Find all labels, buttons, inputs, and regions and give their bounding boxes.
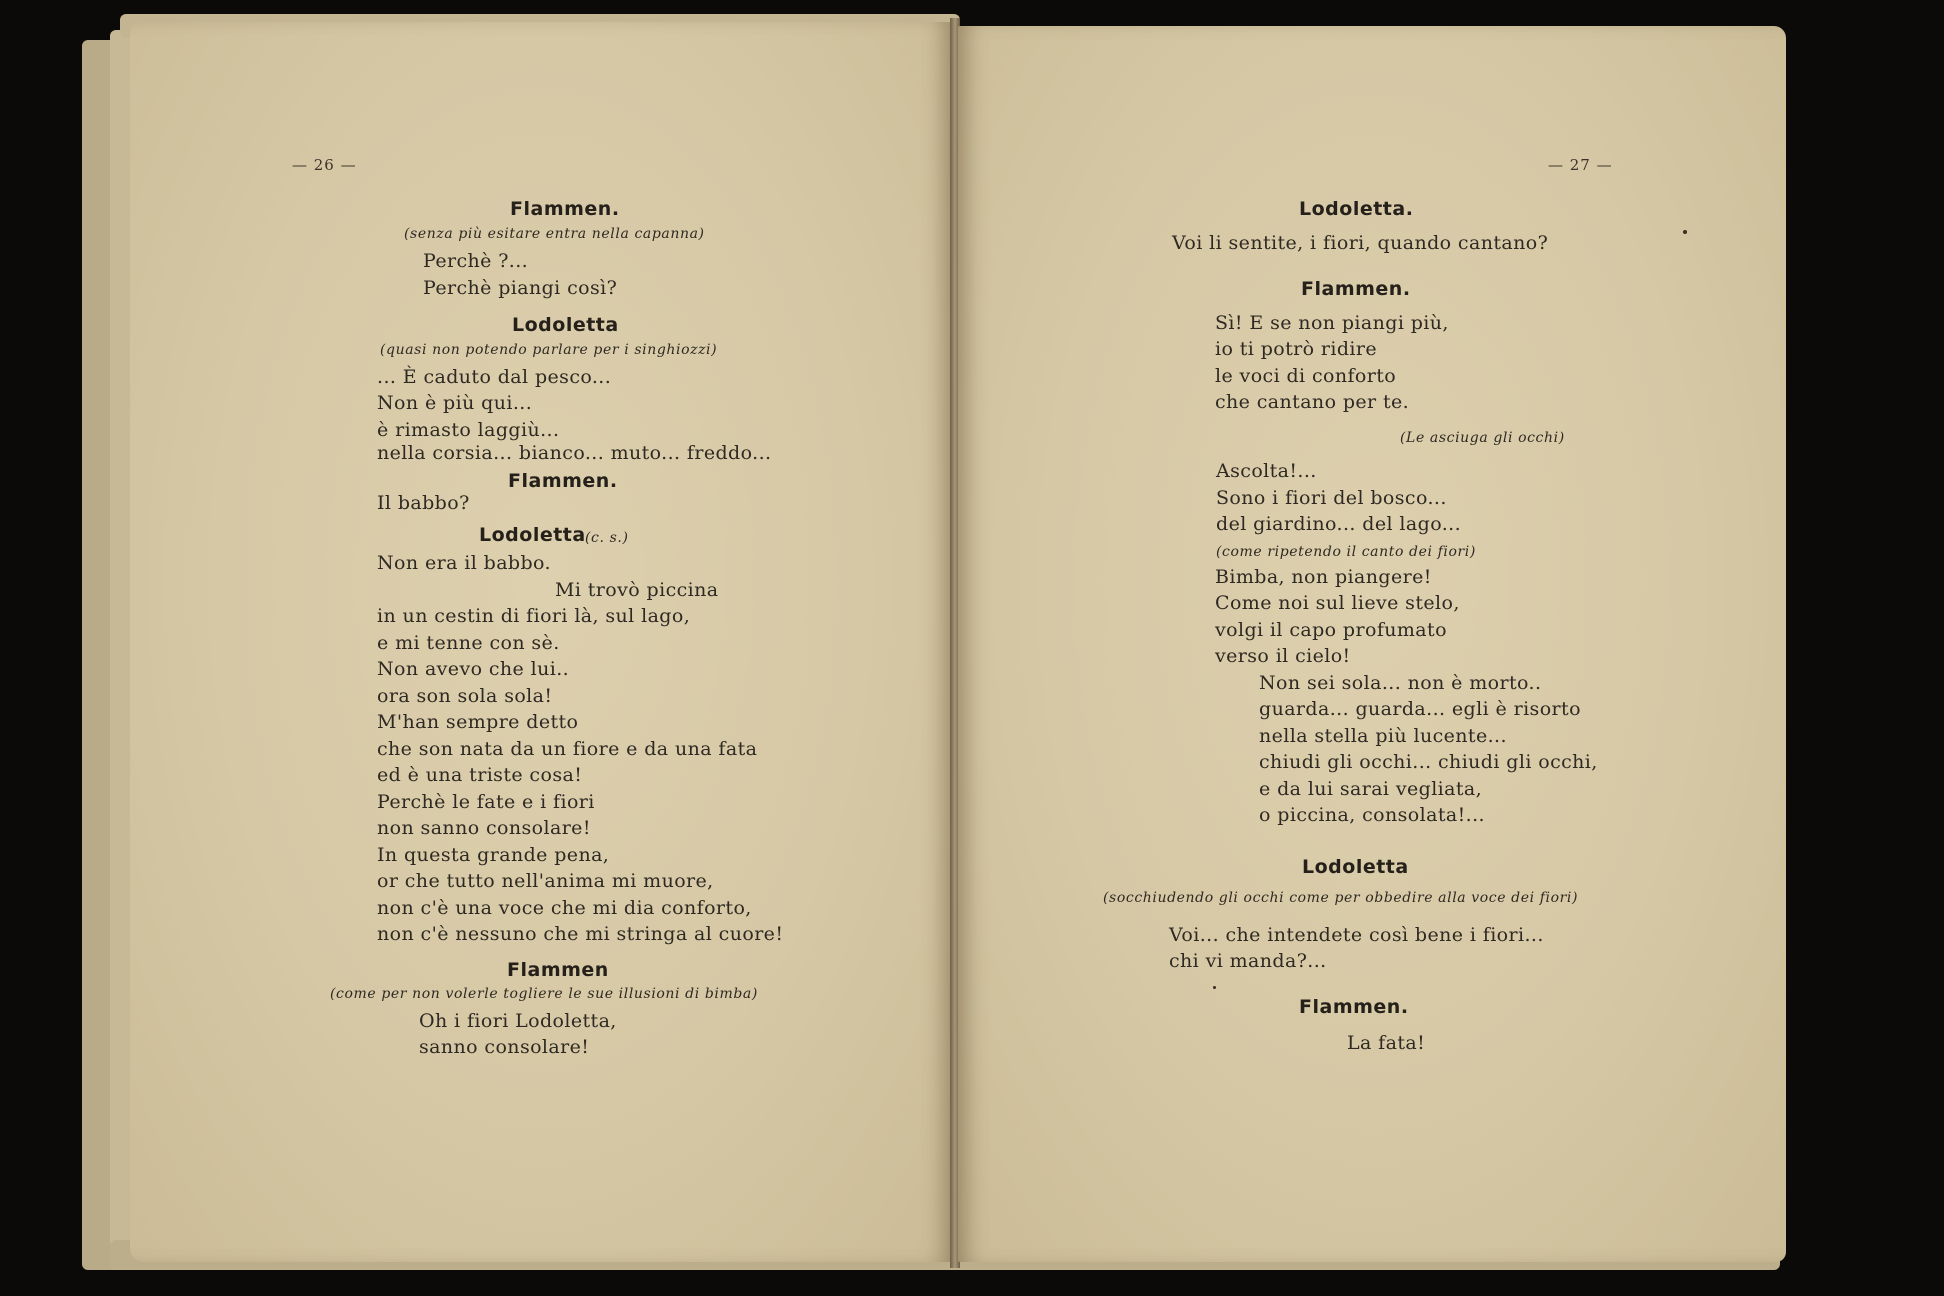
verse-line: Non avevo che lui..: [377, 658, 570, 680]
page-number: — 26 —: [292, 156, 357, 174]
speaker-name: Lodoletta: [1302, 856, 1409, 878]
verse-line: In questa grande pena,: [377, 844, 610, 866]
verse-line: nella corsia... bianco... muto... freddo...: [377, 442, 772, 464]
verse-line: Non è più qui...: [377, 392, 533, 414]
stage-direction: (c. s.): [585, 530, 629, 546]
verse-line: e mi tenne con sè.: [377, 632, 560, 654]
paper-speck: [1213, 986, 1216, 989]
verse-line: sanno consolare!: [419, 1036, 590, 1058]
speaker-name: Flammen.: [510, 198, 620, 220]
stage-direction: (quasi non potendo parlare per i singhiozzi): [380, 342, 718, 358]
verse-line: Perchè piangi così?: [423, 277, 618, 299]
verse-line: Non sei sola... non è morto..: [1259, 672, 1542, 694]
left-page: [130, 22, 952, 1262]
verse-line: Perchè le fate e i fiori: [377, 791, 595, 813]
verse-line: non sanno consolare!: [377, 817, 591, 839]
verse-line: verso il cielo!: [1215, 645, 1351, 667]
verse-line: Bimba, non piangere!: [1215, 566, 1432, 588]
stage-direction: (socchiudendo gli occhi come per obbedire alla voce dei fiori): [1103, 890, 1579, 906]
verse-line: Come noi sul lieve stelo,: [1215, 592, 1460, 614]
verse-line: Voi... che intendete così bene i fiori...: [1169, 924, 1544, 946]
verse-line: Perchè ?...: [423, 250, 529, 272]
verse-line: ... È caduto dal pesco...: [377, 366, 612, 388]
verse-line: chi vi manda?...: [1169, 950, 1327, 972]
verse-line: ed è una triste cosa!: [377, 764, 583, 786]
verse-line: La fata!: [1347, 1032, 1426, 1054]
verse-line: Sì! E se non piangi più,: [1215, 312, 1449, 334]
right-page: [958, 26, 1786, 1262]
verse-line: le voci di conforto: [1215, 365, 1397, 387]
stage-direction: (come per non volerle togliere le sue illusioni di bimba): [330, 986, 758, 1002]
speaker-name: Flammen.: [1301, 278, 1411, 300]
verse-line: e da lui sarai vegliata,: [1259, 778, 1483, 800]
verse-line: è rimasto laggiù...: [377, 419, 560, 441]
verse-line: guarda... guarda... egli è risorto: [1259, 698, 1581, 720]
speaker-name: Flammen.: [1299, 996, 1409, 1018]
stage-direction: (senza più esitare entra nella capanna): [404, 226, 705, 242]
speaker-name: Lodoletta.: [1299, 198, 1414, 220]
verse-line: in un cestin di fiori là, sul lago,: [377, 605, 691, 627]
verse-line: Oh i fiori Lodoletta,: [419, 1010, 617, 1032]
paper-speck: [1683, 230, 1687, 234]
verse-line: del giardino... del lago...: [1216, 513, 1462, 535]
verse-line: Non era il babbo.: [377, 552, 551, 574]
verse-line: che cantano per te.: [1215, 391, 1410, 413]
verse-line: Mi trovò piccina: [555, 579, 719, 601]
verse-line: volgi il capo profumato: [1215, 619, 1447, 641]
speaker-name: Flammen.: [508, 470, 618, 492]
page-number: — 27 —: [1548, 156, 1613, 174]
speaker-name: Lodoletta: [479, 524, 586, 546]
verse-line: non c'è nessuno che mi stringa al cuore!: [377, 923, 784, 945]
verse-line: M'han sempre detto: [377, 711, 579, 733]
verse-line: or che tutto nell'anima mi muore,: [377, 870, 714, 892]
verse-line: io ti potrò ridire: [1215, 338, 1378, 360]
verse-line: o piccina, consolata!...: [1259, 804, 1485, 826]
speaker-name: Lodoletta: [512, 314, 619, 336]
verse-line: che son nata da un fiore e da una fata: [377, 738, 758, 760]
speaker-name: Flammen: [507, 959, 609, 981]
verse-line: nella stella più lucente...: [1259, 725, 1507, 747]
stage-direction: (Le asciuga gli occhi): [1400, 430, 1565, 446]
verse-line: Ascolta!...: [1216, 460, 1317, 482]
verse-line: Sono i fiori del bosco...: [1216, 487, 1447, 509]
verse-line: Il babbo?: [377, 492, 470, 514]
verse-line: chiudi gli occhi... chiudi gli occhi,: [1259, 751, 1598, 773]
stage-direction: (come ripetendo il canto dei fiori): [1216, 544, 1476, 560]
verse-line: ora son sola sola!: [377, 685, 553, 707]
verse-line: non c'è una voce che mi dia conforto,: [377, 897, 752, 919]
verse-line: Voi li sentite, i fiori, quando cantano?: [1172, 232, 1549, 254]
